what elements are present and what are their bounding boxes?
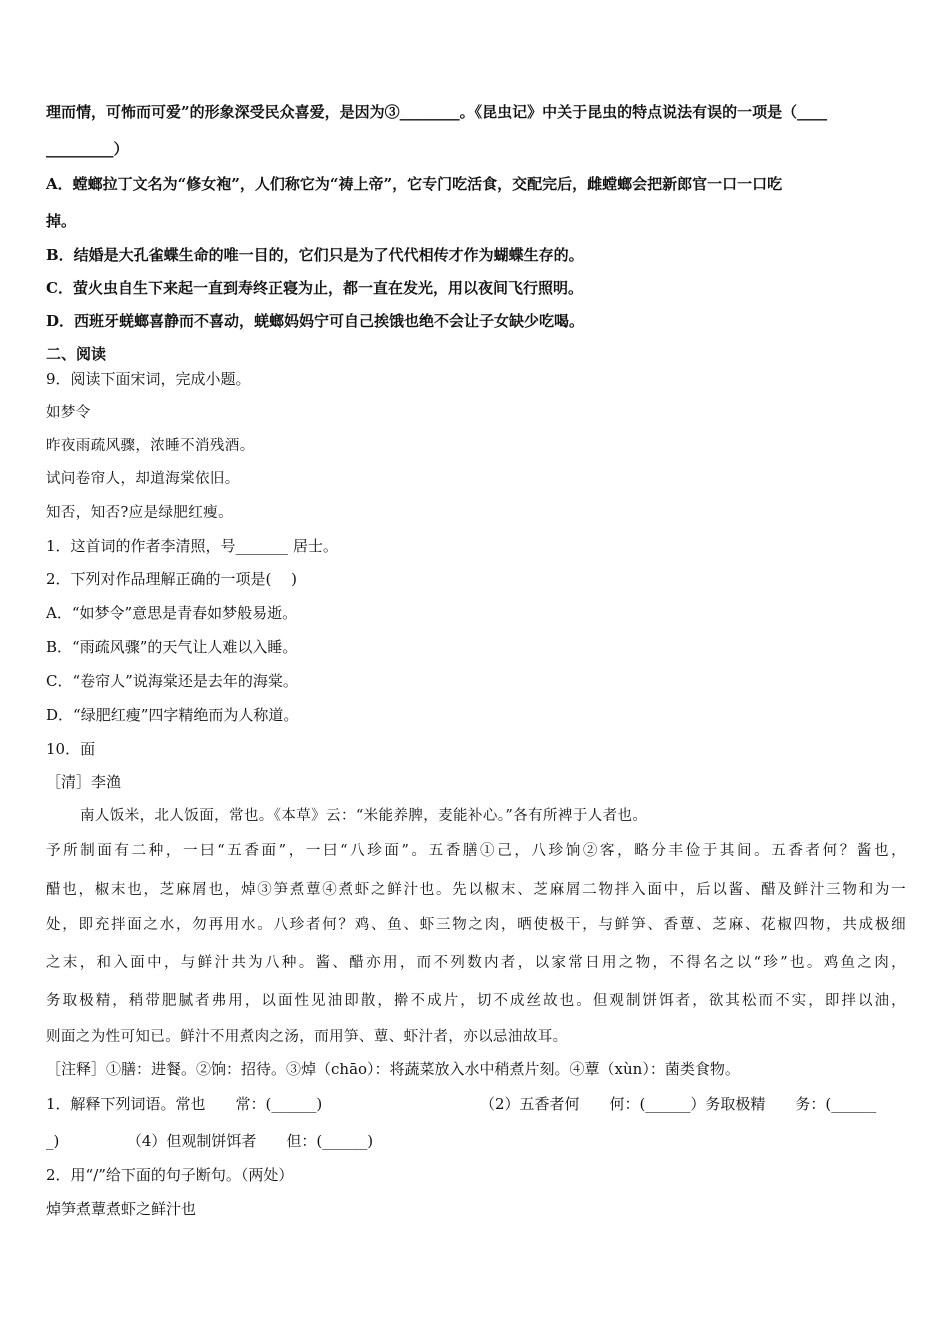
q9-poem-line1: 昨夜雨疏风骤，浓睡不消残酒。 xyxy=(46,438,255,454)
q9-option-c: C．“卷帘人”说海棠还是去年的海棠。 xyxy=(46,672,298,690)
q8-option-d: D．西班牙蜣螂喜静而不喜动，蜣螂妈妈宁可自己挨饿也绝不会让子女缺少吃喝。 xyxy=(46,312,585,330)
q10-sub1-part2: （2）五香者何 何：(______）务取极精 务：(______ xyxy=(480,1095,877,1113)
q9-option-d: D．“绿肥红瘦”四字精绝而为人称道。 xyxy=(46,706,299,724)
q10-title: 10．面 xyxy=(46,740,96,758)
q10-para2-line6: 则面之为性可知已。鲜汁不用煮肉之汤，而用笋、蕈、虾汁者，亦以忌油故耳。 xyxy=(46,1029,568,1045)
q9-poem-line3: 知否，知否?应是绿肥红瘦。 xyxy=(46,505,233,521)
q8-stem-line1: 理而情，可怖而可爱”的形象深受民众喜爱，是因为③________。《昆虫记》中关于昆虫的特点说法有误的一项是（____ xyxy=(46,103,828,121)
q10-para2-line4: 之末，和入面中，与鲜汁共为八种。酱、醋亦用，而不列数内者，以家常日用之物，不得名之以“珍”也。鸡鱼之肉， xyxy=(46,955,906,971)
q10-notes: ［注释］①膳：进餐。②饷：招待。③焯（chāo）：将蔬菜放入水中稍煮片刻。④蕈（xùn）：菌类食物。 xyxy=(46,1060,740,1078)
q8-option-a-line2: 掉。 xyxy=(46,212,77,230)
q10-author: ［清］李渔 xyxy=(46,773,122,791)
q10-sub1-part1: 1．解释下列词语。常也 常：(______) xyxy=(46,1095,323,1113)
q9-sub2: 2．下列对作品理解正确的一项是( ) xyxy=(46,570,298,588)
q10-para2-line1: 予所制面有二种，一曰“五香面”，一曰“八珍面”。五香膳①己，八珍饷②客，略分丰俭于其间。五香者何？酱也， xyxy=(46,843,906,859)
q10-sub1-line2: _) （4）但观制饼饵者 但：(______) xyxy=(46,1132,374,1150)
q10-para2-line3: 处，即充拌面之水，勿再用水。八珍者何？鸡、鱼、虾三物之肉，晒使极干，与鲜笋、香蕈、芝麻、花椒四物，共成极细 xyxy=(46,917,906,933)
q8-option-a-line1: A．螳螂拉丁文名为“修女袍”，人们称它为“祷上帝”，它专门吃活食，交配完后，雌螳螂会把新郎官一口一口吃 xyxy=(46,175,783,193)
q9-poem-line2: 试问卷帘人，却道海棠依旧。 xyxy=(46,471,240,487)
q9-option-b: B．“雨疏风骤”的天气让人难以入睡。 xyxy=(46,638,298,656)
q10-para1: 南人饭米，北人饭面，常也。《本草》云：“米能养脾，麦能补心。”各有所裨于人者也。 xyxy=(80,808,648,824)
q8-stem-line2: _________） xyxy=(46,140,129,158)
q9-poem-title: 如梦令 xyxy=(46,405,91,421)
q10-sub2: 2．用“/”给下面的句子断句。（两处） xyxy=(46,1166,294,1184)
q9-sub1: 1．这首词的作者李清照，号_______ 居士。 xyxy=(46,537,338,555)
q8-option-b: B．结婚是大孔雀蝶生命的唯一目的，它们只是为了代代相传才作为蝴蝶生存的。 xyxy=(46,246,584,264)
q10-para2-line2: 醋也，椒末也，芝麻屑也，焯③笋煮蕈④煮虾之鲜汁也。先以椒末、芝麻屑二物拌入面中，后以酱、醋及鲜汁三物和为一 xyxy=(46,882,906,898)
q10-para2-line5: 务取极精，稍带肥腻者弗用，以面性见油即散，擀不成片，切不成丝故也。但观制饼饵者，欲其松而不实，即拌以油， xyxy=(46,993,906,1009)
q10-sub2-sentence: 焯笋煮蕈煮虾之鲜汁也 xyxy=(46,1200,197,1218)
q8-option-c: C．萤火虫自生下来起一直到寿终正寝为止，都一直在发光，用以夜间飞行照明。 xyxy=(46,279,583,297)
q9-option-a: A．“如梦令”意思是青春如梦般易逝。 xyxy=(46,604,298,622)
section-title: 二、阅读 xyxy=(46,345,107,363)
q9-intro: 9．阅读下面宋词，完成小题。 xyxy=(46,370,251,388)
